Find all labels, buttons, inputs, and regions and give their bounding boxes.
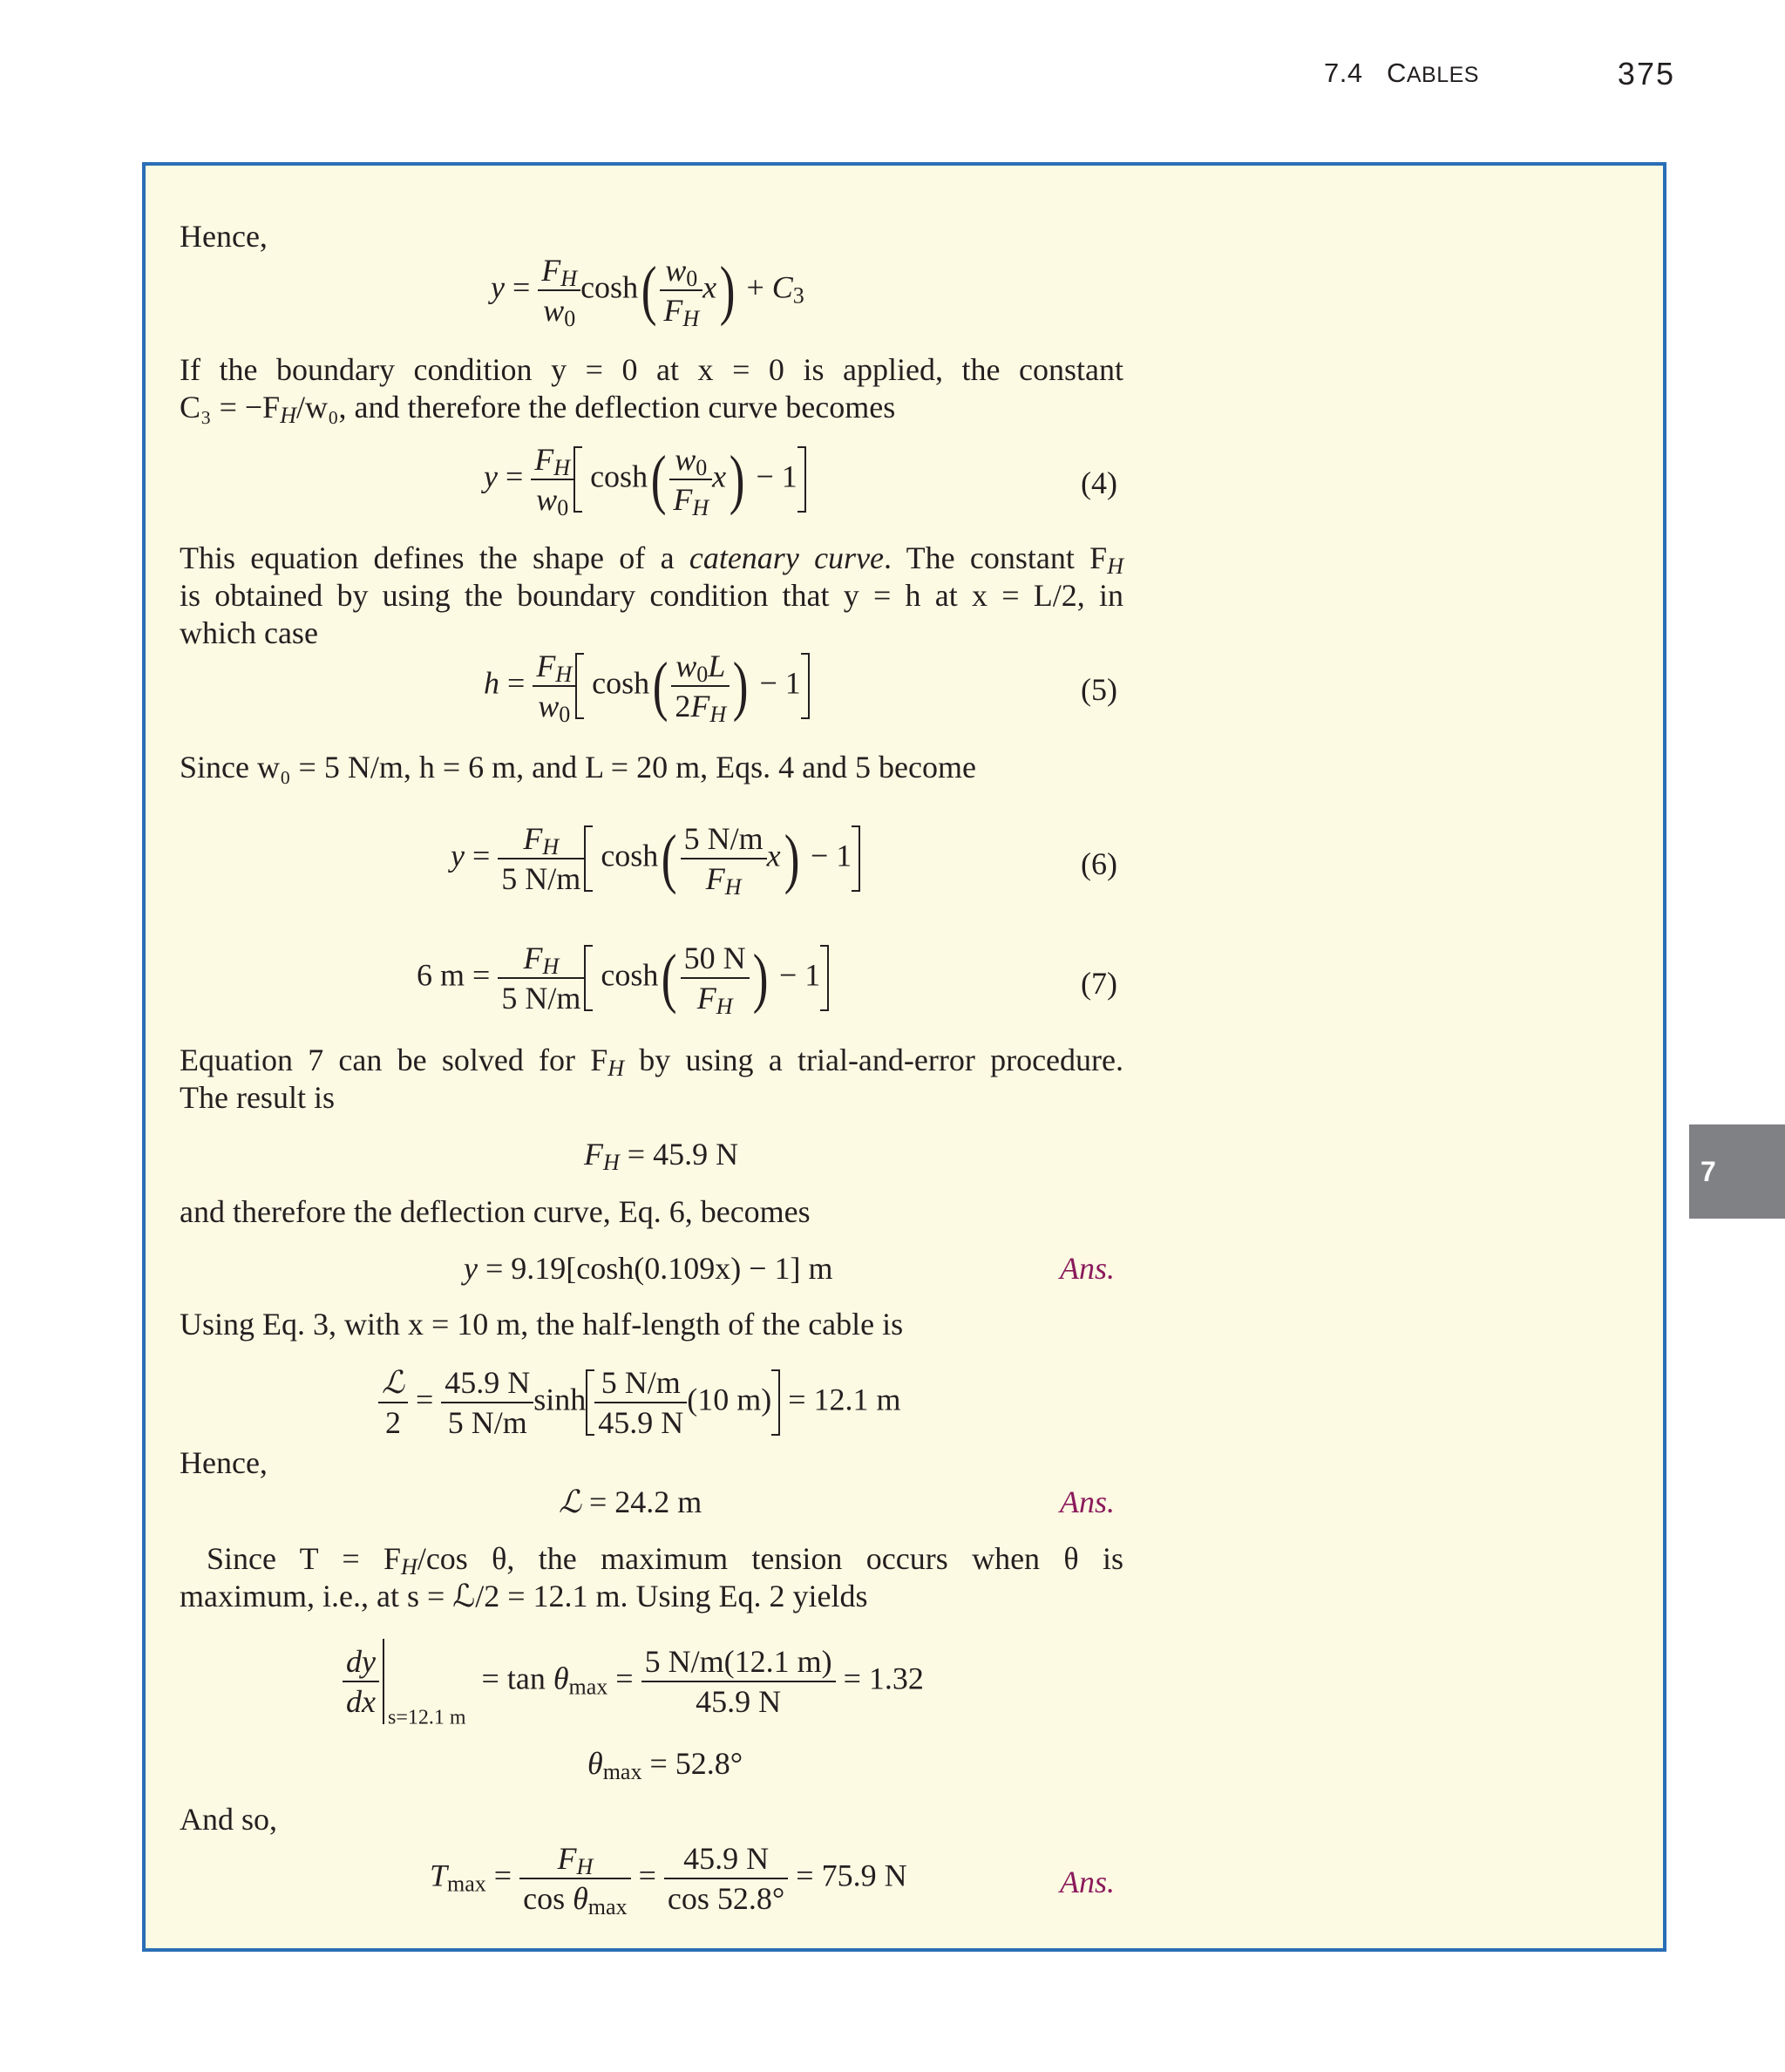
chapter-thumb-tab: 7 <box>1689 1124 1785 1219</box>
para-since: Since w₀ = 5 N/m, h = 6 m, and L = 20 m, Eqs. 4 and 5 become <box>180 750 976 785</box>
equation-slope: $\frac{dy}{dx}$ $_{s=12.1 m} = \tan \theta_{max}$ = $\frac{5 N/m(12.1 m)}{45.9 N}$ = 1.32 <box>343 1639 924 1729</box>
para-trial-2: The result is <box>180 1080 335 1115</box>
equation-4: y = $\frac{F_H}{w_0}$ cosh( $\frac{w_0}{F_H}$ x) − 1 <box>484 440 806 519</box>
answer-label-1: Ans. <box>1060 1251 1115 1286</box>
para-catenary-1: This equation defines the shape of a catenary curve. The constant $F_H$ <box>180 540 1123 579</box>
page-number: 375 <box>1617 56 1675 92</box>
equation-5: h = $\frac{F_H}{w_0}$ cosh( $\frac{w_0L}{2F_H}$ ) − 1 <box>484 647 810 725</box>
equation-length-result: ℒ = 24.2 m <box>559 1484 702 1519</box>
para-boundary-1: If the boundary condition y = 0 at x = 0 is applied, the constant <box>180 352 1123 387</box>
equation-4-label: (4) <box>1081 465 1117 500</box>
equation-half-length: ℒ 2 = $\frac{45.9 N}{5 N/m}$ sinh $\frac{5 N/m}{45.9 N}$ (10 m) = 12.1 m <box>378 1363 901 1442</box>
para-tension-1: Since $T = F_H/\cos$ θ, the maximum tension occurs when θ is <box>207 1541 1123 1579</box>
equation-fh-result: $F_H = 45.9$ N <box>584 1137 739 1175</box>
section-title: CABLES <box>1386 58 1479 88</box>
section-number: 7.4 <box>1324 58 1363 88</box>
para-tension-2: maximum, i.e., at s = ℒ/2 = 12.1 m. Using Eq. 2 yields <box>180 1579 868 1613</box>
equation-6-label: (6) <box>1081 846 1117 881</box>
equation-general-solution: y = $\frac{F_H}{w_0}$ cosh( $\frac{w_0}{F_H}$ $x) + C_3$ <box>491 253 804 331</box>
para-trial-1: Equation 7 can be solved for $F_H$ by using a trial-and-error procedure. <box>180 1043 1123 1081</box>
para-deflection: and therefore the deflection curve, Eq. 6, becomes <box>180 1194 811 1229</box>
equation-7: 6 m = $\frac{F_H}{5 N/m}$ cosh( $\frac{50 N}{F_H}$ ) − 1 <box>417 939 829 1017</box>
running-header-section <box>1324 58 1479 89</box>
text-hence-2: Hence, <box>180 1445 268 1480</box>
text-and-so: And so, <box>180 1802 278 1837</box>
equation-5-label: (5) <box>1081 672 1117 707</box>
para-boundary-2: $C_3 = -F_H/w_0$, and therefore the deflection curve becomes <box>180 390 896 428</box>
equation-7-label: (7) <box>1081 966 1117 1001</box>
para-using-eq3: Using Eq. 3, with x = 10 m, the half-length of the cable is <box>180 1307 904 1342</box>
answer-label-2: Ans. <box>1060 1484 1115 1519</box>
text-hence-1: Hence, <box>180 219 268 254</box>
para-catenary-2: is obtained by using the boundary condition that y = h at x = L/2, in <box>180 578 1123 613</box>
equation-deflection-result: y = 9.19[cosh(0.109x) − 1] m <box>464 1251 833 1286</box>
para-catenary-3: which case <box>180 615 318 650</box>
equation-6: y = $\frac{F_H}{5 N/m}$ cosh( $\frac{5 N/m}{F_H}$ x) − 1 <box>451 819 860 898</box>
answer-label-3: Ans. <box>1060 1865 1115 1899</box>
equation-theta-max: $\theta_{max} = 52.8^\circ$ <box>587 1746 743 1784</box>
equation-tmax: $T_{max}$ = $F_H$ $\cos \theta_{max}$ = $\frac{45.9 N}{\cos 52.8^\circ}$ = 75.9 N <box>430 1841 907 1919</box>
